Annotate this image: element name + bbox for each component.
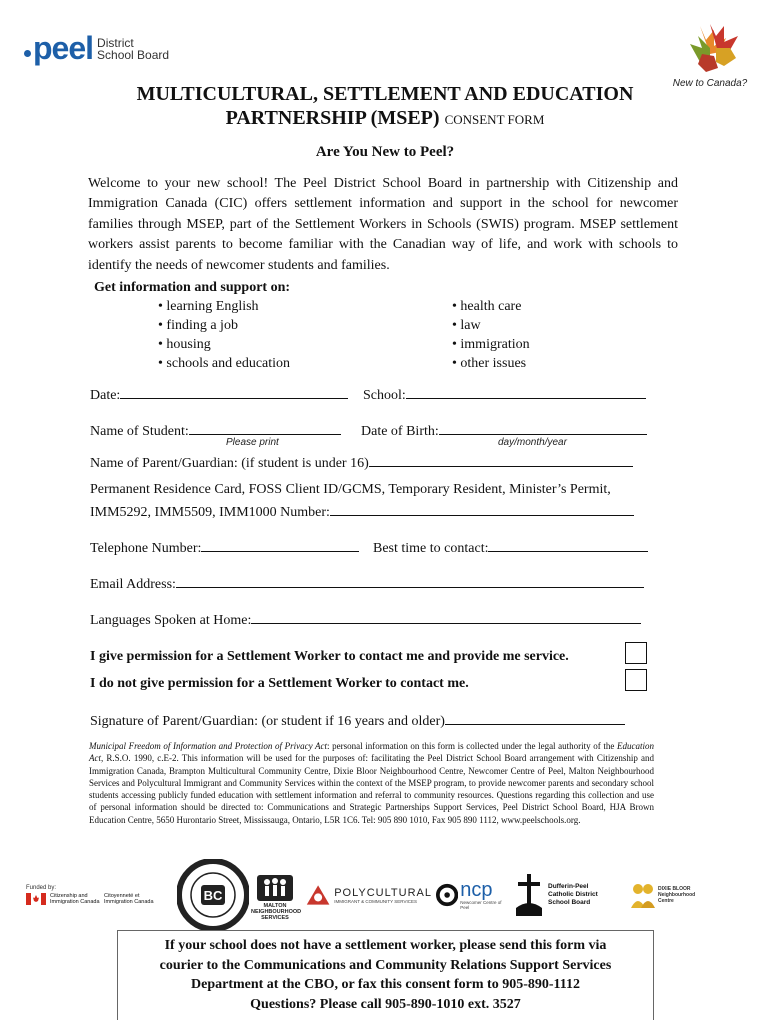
parent-row [90, 452, 633, 472]
list-item: • other issues [452, 356, 527, 371]
education-act-name: Education Act [89, 741, 654, 764]
list-item: • finding a job [158, 318, 238, 333]
bmcc-seal-icon [177, 859, 249, 931]
dixie-bloor-logo [628, 860, 714, 930]
email-field[interactable] [176, 573, 644, 588]
footer-instructions [117, 930, 654, 1020]
cic-logo [26, 860, 166, 930]
malton-figures-icon [255, 869, 295, 903]
logo-word: peel [33, 30, 94, 66]
polycultural-mark-icon [306, 882, 330, 908]
languages-row [90, 609, 641, 629]
list-item: • immigration [452, 337, 530, 352]
list-item: • law [452, 318, 481, 333]
title-line2 [0, 106, 770, 132]
cic-french: Citoyenneté et Immigration Canada [104, 893, 154, 905]
student-name-hint: Please print [226, 437, 279, 448]
list-item: • learning English [158, 299, 259, 314]
polycultural-logo [306, 860, 432, 930]
peel-logo [24, 30, 169, 67]
pr-number-field[interactable] [330, 501, 634, 516]
date-label: Date: [90, 388, 121, 403]
logo-board-text [97, 37, 169, 61]
privacy-act-name: Municipal Freedom of Information and Protection of Privacy Act [89, 741, 328, 751]
phone-row [90, 537, 359, 557]
cross-icon [514, 872, 544, 918]
support-heading: Get information and support on: [94, 280, 291, 295]
languages-label: Languages Spoken at Home: [90, 613, 252, 628]
dob-hint: day/month/year [498, 437, 567, 448]
title-line1: MULTICULTURAL, SETTLEMENT AND EDUCATION [136, 83, 634, 105]
best-time-row [373, 537, 648, 557]
logo-dot-icon [24, 50, 31, 57]
signature-row [90, 710, 625, 730]
ncp-name: ncp [460, 879, 493, 901]
pr-line1: Permanent Residence Card, FOSS Client ID/GCMS, Temporary Resident, Minister’s Permit, [90, 482, 611, 497]
intro-paragraph: Welcome to your new school! The Peel District School Board in partnership with Citizenship and Immigration Canada (CIC) offers settlement information and support in the school for newcomer families through MSEP, part of the Settlement Workers in Schools (SWIS) program. MSEP settlement workers assist parents to become familiar with the Canadian way of life, and work with schools to identify the needs of newcomer students and families. [88, 176, 678, 273]
student-row [90, 420, 341, 440]
dpcdsb-logo [514, 860, 618, 930]
polycultural-name: POLYCULTURAL [334, 886, 432, 899]
languages-field[interactable] [251, 609, 641, 624]
signature-label: Signature of Parent/Guardian: (or student if 16 years and older) [90, 714, 445, 729]
list-item: • health care [452, 299, 522, 314]
ncp-sub: Newcomer Centre of Peel [460, 900, 502, 910]
school-row [363, 384, 646, 404]
malton-name: MALTON NEIGHBOURHOOD SERVICES [251, 903, 302, 921]
dixie-figures-icon [628, 880, 658, 910]
date-row [90, 384, 348, 404]
pr-row [90, 501, 634, 521]
canada-flag-icon [26, 893, 46, 905]
permission-no-checkbox[interactable] [625, 669, 647, 691]
phone-field[interactable] [201, 537, 359, 552]
title-line2-small: CONSENT FORM [444, 112, 545, 127]
signature-field[interactable] [445, 710, 625, 725]
subheading: Are You New to Peel? [315, 144, 455, 160]
privacy-text-2: , R.S.O. 1990, c.E-2. This information will be used for the purposes of: facilitating the Peel District School Board arrangement with Citizenship and Immigration Canada, Brampton Multicultural Community Centre, Dixie Bloor Neighbourhood Centre, Newcomer Centre of Peel, Malton Neighbourhood Services and Polycultural Immigrant and Community Services within the context of the MSEP program, to provide newcomer parents and secondary school students accessing publicly funded education with settlement information and referral to community resources. Questions regarding this collection and use of personal information should be directed to: Communications and Strategic Partnerships Support Services, Peel District School Board, HJA Brown Education Centre, 5650 Hurontario Street, Mississauga, Ontario, L5R 1C6. Tel: 905 890 1010, Fax 905 890 1112, www.peelschools.org. [89, 753, 654, 825]
logo-board-line1: District [97, 35, 134, 50]
cic-english: Citizenship and Immigration Canada [50, 893, 100, 905]
footer-line4: Questions? Please call 905-890-1010 ext. 3527 [250, 996, 521, 1012]
bmcc-initials: BC [203, 888, 223, 903]
email-row [90, 573, 644, 593]
ncp-logo [436, 860, 508, 930]
cic-funded-by: Funded by: [26, 885, 57, 891]
dpcdsb-name: Dufferin-Peel Catholic District School Board [548, 883, 598, 906]
footer-line3: Department at the CBO, or fax this consent form to 905-890-1112 [191, 977, 580, 992]
polycultural-sub: IMMIGRANT & COMMUNITY SERVICES [334, 898, 417, 904]
privacy-notice [89, 740, 654, 826]
phone-label: Telephone Number: [90, 541, 202, 556]
dixie-bloor-name: DIXIE BLOOR Neighbourhood Centre [658, 886, 696, 904]
permission-yes-label: I give permission for a Settlement Worker to contact me and provide me service. [90, 649, 569, 664]
pr-label: IMM5292, IMM5509, IMM1000 Number: [90, 505, 330, 520]
best-time-field[interactable] [488, 537, 648, 552]
form-title [0, 82, 770, 132]
new-to-canada-badge: New to Canada? [672, 78, 748, 89]
dob-label: Date of Birth: [361, 424, 439, 439]
malton-logo [250, 860, 300, 930]
maple-leaf-icon [680, 18, 746, 84]
support-list-left [158, 297, 290, 373]
student-name-label: Name of Student: [90, 424, 189, 439]
student-name-field[interactable] [189, 420, 341, 435]
footer-line2: courier to the Communications and Community Relations Support Services [159, 957, 612, 973]
school-field[interactable] [406, 384, 646, 399]
email-label: Email Address: [90, 577, 176, 592]
list-item: • housing [158, 337, 211, 352]
support-list-right [452, 297, 530, 373]
logo-board-line2: School Board [97, 47, 170, 62]
title-line2-bold: PARTNERSHIP (MSEP) [225, 107, 440, 129]
permission-no-label: I do not give permission for a Settlement Worker to contact me. [90, 676, 469, 691]
bmcc-logo [176, 860, 250, 930]
school-label: School: [363, 388, 406, 403]
list-item: • schools and education [158, 356, 291, 371]
parent-label: Name of Parent/Guardian: (if student is under 16) [90, 456, 369, 471]
permission-yes-checkbox[interactable] [625, 642, 647, 664]
footer-line1: If your school does not have a settlement worker, please send this form via [164, 938, 607, 953]
privacy-text-1: : personal information on this form is collected under the legal authority of the [327, 741, 617, 751]
dob-field[interactable] [439, 420, 647, 435]
ncp-mark-icon [436, 883, 458, 907]
best-time-label: Best time to contact: [373, 541, 489, 556]
parent-name-field[interactable] [369, 452, 633, 467]
date-field[interactable] [120, 384, 348, 399]
